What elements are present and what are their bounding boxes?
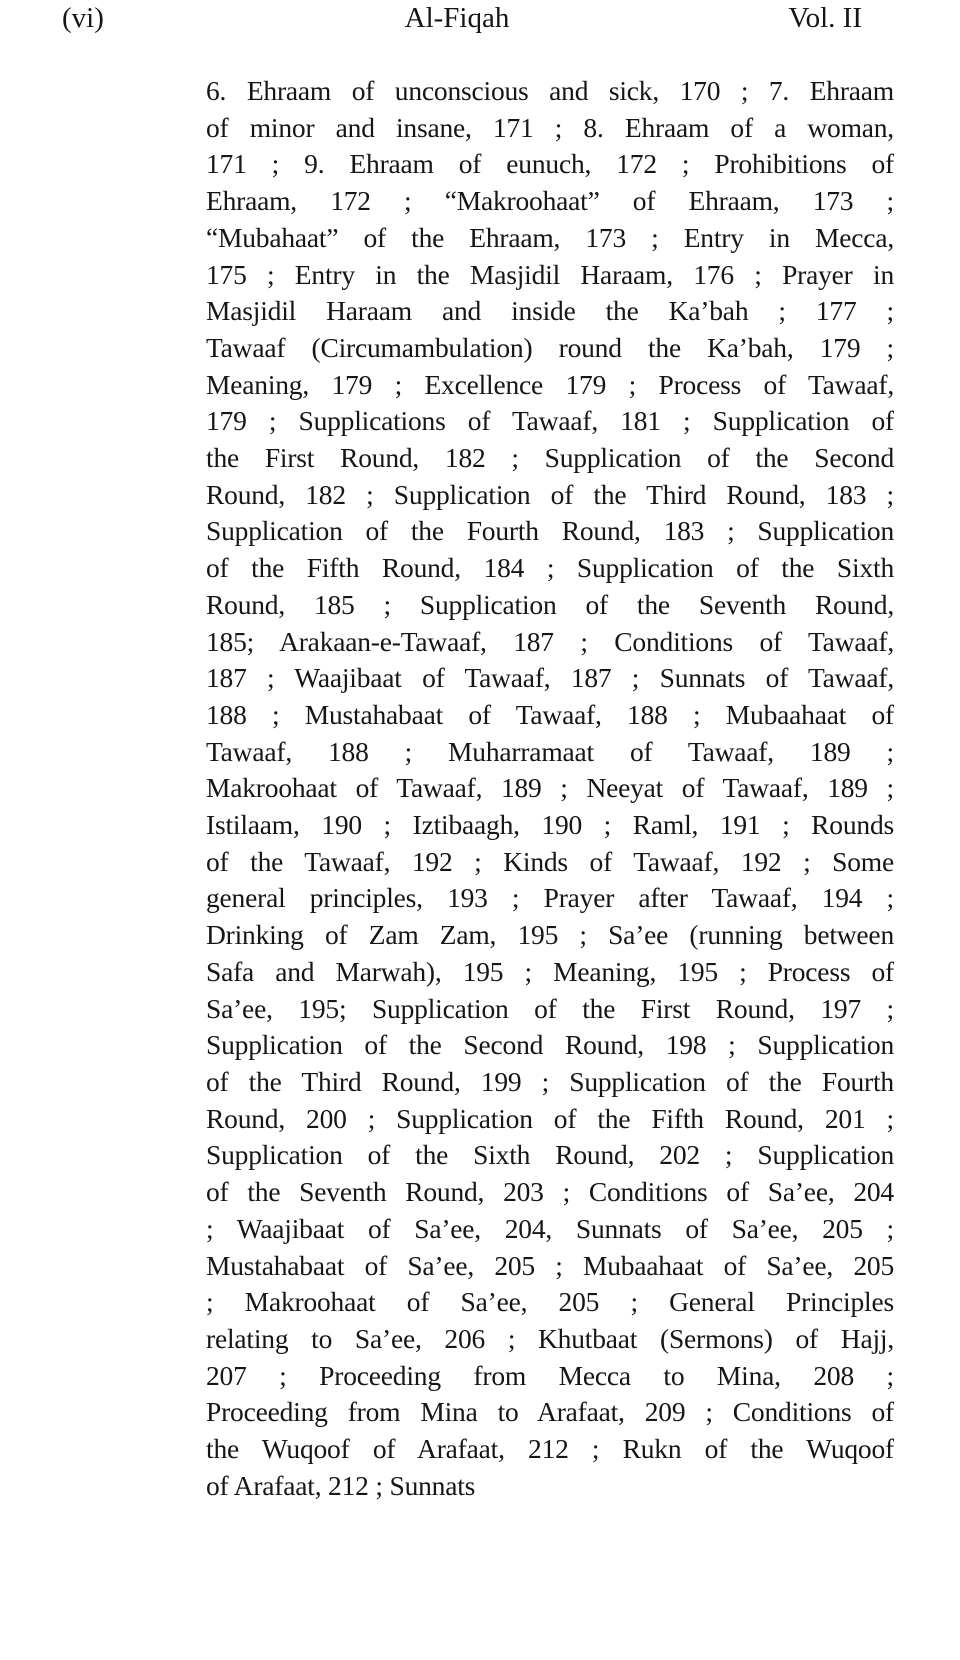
text-line: Mustahabaat of Sa’ee, 205 ; Mubaahaat of Sa’ee, 205	[206, 1249, 894, 1281]
text-line: 179 ; Supplications of Tawaaf, 181 ; Supplication of	[206, 405, 894, 437]
page-number: (vi)	[62, 2, 104, 34]
text-line: ; Makroohaat of Sa’ee, 205 ; General Principles	[206, 1286, 894, 1318]
text-line: Supplication of the Fourth Round, 183 ; Supplication	[206, 515, 894, 547]
text-line: of the Seventh Round, 203 ; Conditions of Sa’ee, 204	[206, 1176, 894, 1208]
text-line: Proceeding from Mina to Arafaat, 209 ; Conditions of	[206, 1396, 894, 1428]
text-line: Supplication of the Sixth Round, 202 ; Supplication	[206, 1139, 894, 1171]
text-line: the First Round, 182 ; Supplication of the Second	[206, 442, 894, 474]
text-line: Round, 185 ; Supplication of the Seventh Round,	[206, 588, 894, 620]
running-header	[62, 2, 862, 46]
text-line: ; Waajibaat of Sa’ee, 204, Sunnats of Sa’ee, 205 ;	[206, 1212, 894, 1244]
text-line: 188 ; Mustahabaat of Tawaaf, 188 ; Mubaahaat of	[206, 698, 894, 730]
volume-label: Vol. II	[788, 2, 862, 34]
text-line: 171 ; 9. Ehraam of eunuch, 172 ; Prohibitions of	[206, 148, 894, 180]
text-line: 187 ; Waajibaat of Tawaaf, 187 ; Sunnats of Tawaaf,	[206, 662, 894, 694]
text-line: “Mubahaat” of the Ehraam, 173 ; Entry in Mecca,	[206, 221, 894, 253]
text-line: Masjidil Haraam and inside the Ka’bah ; 177 ;	[206, 295, 894, 327]
text-line: Sa’ee, 195; Supplication of the First Round, 197 ;	[206, 992, 894, 1024]
text-line: general principles, 193 ; Prayer after Tawaaf, 194 ;	[206, 882, 894, 914]
text-line: Round, 200 ; Supplication of the Fifth Round, 201 ;	[206, 1102, 894, 1134]
text-line: 207 ; Proceeding from Mecca to Mina, 208 ;	[206, 1359, 894, 1391]
text-line: the Wuqoof of Arafaat, 212 ; Rukn of the Wuqoof	[206, 1433, 894, 1465]
text-line: of minor and insane, 171 ; 8. Ehraam of a woman,	[206, 111, 894, 143]
text-line: 185; Arakaan-e-Tawaaf, 187 ; Conditions of Tawaaf,	[206, 625, 894, 657]
text-line: Ehraam, 172 ; “Makroohaat” of Ehraam, 173 ;	[206, 185, 894, 217]
text-line: 175 ; Entry in the Masjidil Haraam, 176 ; Prayer in	[206, 258, 894, 290]
text-line: 6. Ehraam of unconscious and sick, 170 ; 7. Ehraam	[206, 75, 894, 106]
text-line: Tawaaf (Circumambulation) round the Ka’bah, 179 ;	[206, 331, 894, 363]
text-line: Meaning, 179 ; Excellence 179 ; Process of Tawaaf,	[206, 368, 894, 400]
text-line: Makroohaat of Tawaaf, 189 ; Neeyat of Tawaaf, 189 ;	[206, 772, 894, 804]
text-line: Supplication of the Second Round, 198 ; Supplication	[206, 1029, 894, 1061]
text-line: Round, 182 ; Supplication of the Third Round, 183 ;	[206, 478, 894, 510]
text-line: Safa and Marwah), 195 ; Meaning, 195 ; Process of	[206, 955, 894, 987]
text-line: of the Third Round, 199 ; Supplication of the Fourth	[206, 1065, 894, 1097]
text-line: of the Fifth Round, 184 ; Supplication of the Sixth	[206, 552, 894, 584]
contents-paragraph	[206, 73, 894, 1504]
text-line: of Arafaat, 212 ; Sunnats	[206, 1469, 476, 1501]
text-line: of the Tawaaf, 192 ; Kinds of Tawaaf, 192 ; Some	[206, 845, 894, 877]
text-line: relating to Sa’ee, 206 ; Khutbaat (Sermons) of Hajj,	[206, 1322, 894, 1354]
text-line: Istilaam, 190 ; Iztibaagh, 190 ; Raml, 191 ; Rounds	[206, 809, 894, 841]
text-line: Tawaaf, 188 ; Muharramaat of Tawaaf, 189 ;	[206, 735, 894, 767]
book-title: Al-Fiqah	[404, 2, 510, 34]
text-line: Drinking of Zam Zam, 195 ; Sa’ee (running between	[206, 919, 894, 951]
